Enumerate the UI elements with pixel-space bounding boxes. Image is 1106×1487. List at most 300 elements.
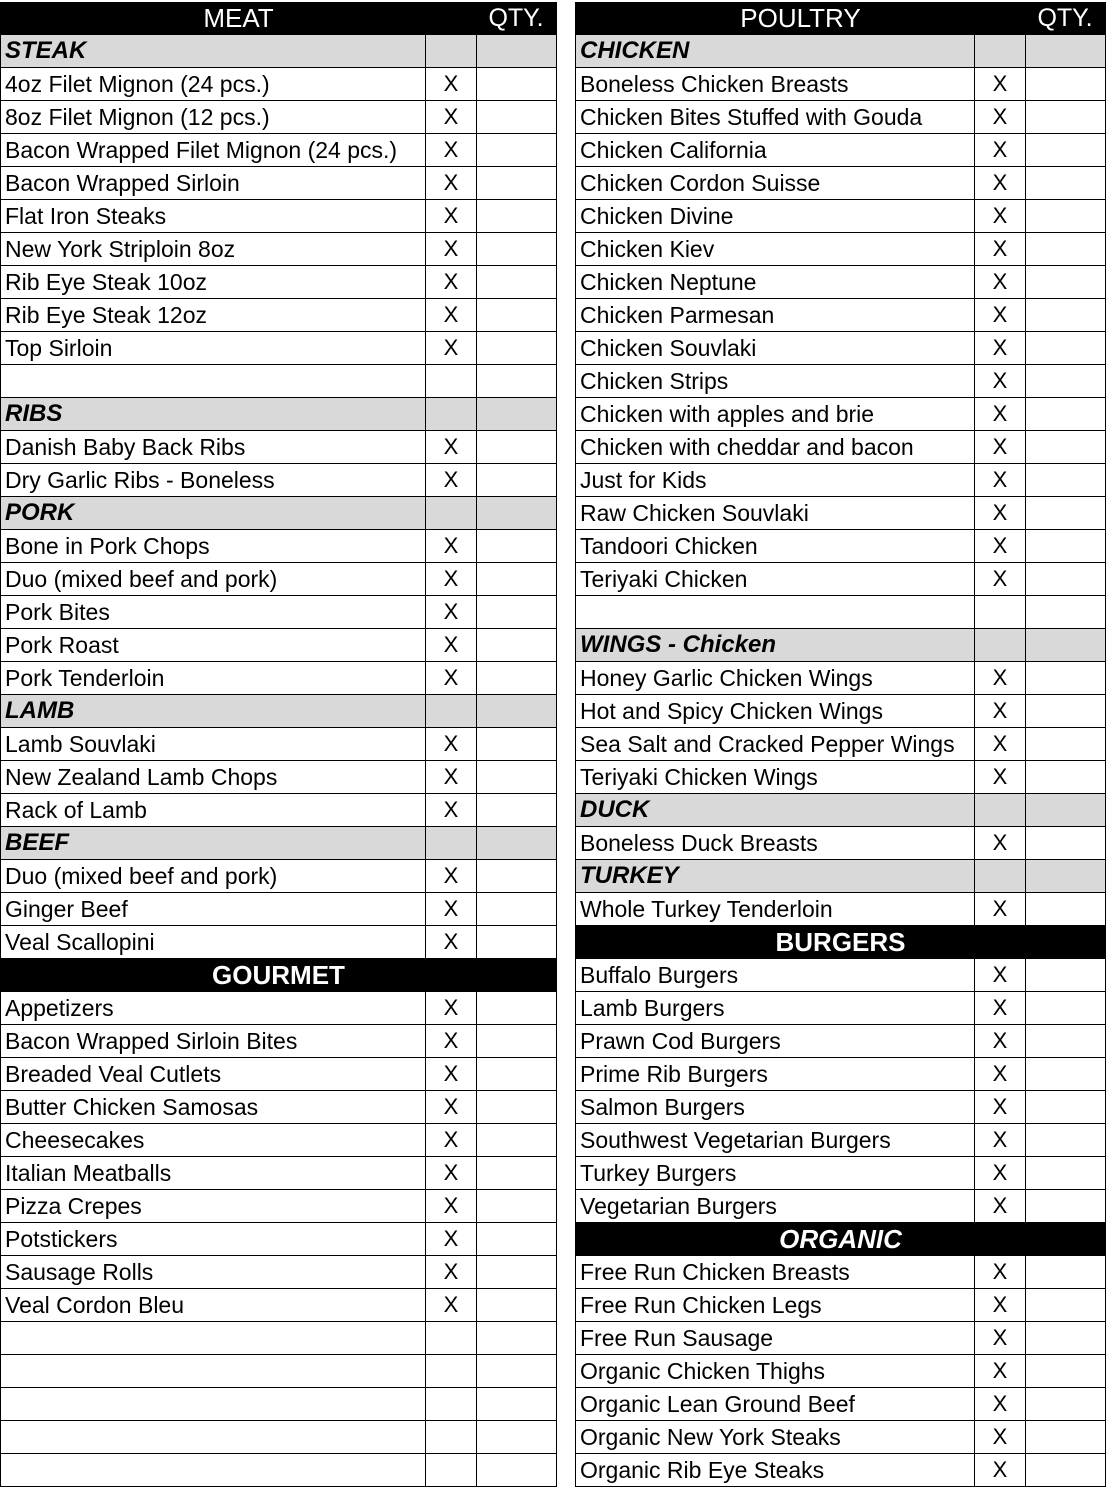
category-row [575,35,1106,68]
available-mark: X [974,1388,1025,1420]
item-name: Organic Chicken Thighs [575,1355,974,1387]
table-row [575,662,1106,695]
item-name: Chicken Divine [575,200,974,232]
qty-cell[interactable] [1025,299,1106,331]
category-label: RIBS [0,398,425,430]
qty-cell[interactable] [476,1421,557,1453]
table-row [0,200,557,233]
poultry-column [575,2,1106,1487]
available-mark: X [974,464,1025,496]
meat-table-body [0,35,557,1487]
qty-cell[interactable] [476,398,557,430]
meat-title: MEAT [0,2,476,34]
item-name: Bone in Pork Chops [0,530,425,562]
qty-cell[interactable] [1025,200,1106,232]
qty-cell[interactable] [1025,497,1106,529]
qty-cell[interactable] [476,464,557,496]
available-mark: X [425,431,476,463]
qty-cell[interactable] [1025,35,1106,67]
available-mark [974,860,1025,892]
table-row [0,860,557,893]
available-mark: X [974,1025,1025,1057]
table-row [0,1025,557,1058]
item-name [0,1322,425,1354]
available-mark: X [425,563,476,595]
qty-cell[interactable] [476,794,557,826]
available-mark: X [974,1058,1025,1090]
item-name: Bacon Wrapped Sirloin Bites [0,1025,425,1057]
table-row [0,233,557,266]
table-row [575,893,1106,926]
table-row [0,134,557,167]
available-mark [425,1421,476,1453]
item-name: Chicken Parmesan [575,299,974,331]
available-mark: X [974,398,1025,430]
qty-cell[interactable] [476,1025,557,1057]
table-row [0,926,557,959]
item-name: Lamb Souvlaki [0,728,425,760]
category-label: CHICKEN [575,35,974,67]
available-mark: X [425,530,476,562]
available-mark: X [974,167,1025,199]
qty-cell[interactable] [1025,134,1106,166]
item-name: Pork Bites [0,596,425,628]
available-mark [974,596,1025,628]
available-mark: X [425,1058,476,1090]
qty-cell[interactable] [1025,1355,1106,1387]
available-mark: X [974,431,1025,463]
table-row [0,1256,557,1289]
table-row [575,761,1106,794]
category-label: PORK [0,497,425,529]
item-name: Breaded Veal Cutlets [0,1058,425,1090]
available-mark: X [974,695,1025,727]
available-mark: X [425,299,476,331]
qty-cell[interactable] [476,68,557,100]
qty-cell[interactable] [1025,1322,1106,1354]
qty-cell[interactable] [476,1190,557,1222]
qty-cell[interactable] [476,926,557,958]
table-row [575,1322,1106,1355]
table-row [575,167,1106,200]
item-name: Veal Scallopini [0,926,425,958]
available-mark: X [974,1157,1025,1189]
item-name: Duo (mixed beef and pork) [0,860,425,892]
available-mark: X [425,134,476,166]
available-mark: X [425,101,476,133]
qty-cell[interactable] [476,266,557,298]
table-row [575,1190,1106,1223]
qty-cell[interactable] [1025,332,1106,364]
item-name: Chicken with apples and brie [575,398,974,430]
qty-cell[interactable] [476,167,557,199]
section-banner-label: ORGANIC [575,1223,1106,1255]
available-mark [425,398,476,430]
item-name: Prime Rib Burgers [575,1058,974,1090]
available-mark: X [425,266,476,298]
category-label: STEAK [0,35,425,67]
item-name: New Zealand Lamb Chops [0,761,425,793]
item-name: Sea Salt and Cracked Pepper Wings [575,728,974,760]
table-row [0,365,557,398]
available-mark: X [974,1454,1025,1486]
qty-cell[interactable] [1025,68,1106,100]
table-row [0,1454,557,1487]
qty-cell[interactable] [476,200,557,232]
category-label: LAMB [0,695,425,727]
qty-cell[interactable] [1025,1421,1106,1453]
category-label: WINGS - Chicken [575,629,974,661]
table-row [575,266,1106,299]
meat-qty-header: QTY. [476,2,557,34]
item-name: Just for Kids [575,464,974,496]
qty-cell[interactable] [1025,860,1106,892]
qty-cell[interactable] [476,1091,557,1123]
item-name: Organic New York Steaks [575,1421,974,1453]
available-mark: X [974,761,1025,793]
qty-cell[interactable] [476,233,557,265]
item-name: Chicken with cheddar and bacon [575,431,974,463]
qty-cell[interactable] [1025,365,1106,397]
item-name: Top Sirloin [0,332,425,364]
qty-cell[interactable] [476,134,557,166]
qty-cell[interactable] [476,299,557,331]
item-name: Whole Turkey Tenderloin [575,893,974,925]
item-name: Potstickers [0,1223,425,1255]
available-mark: X [974,1289,1025,1321]
table-row [575,1025,1106,1058]
table-row [575,728,1106,761]
qty-cell[interactable] [476,860,557,892]
qty-cell[interactable] [1025,893,1106,925]
qty-cell[interactable] [1025,728,1106,760]
table-row [575,1421,1106,1454]
table-row [575,332,1106,365]
available-mark: X [425,596,476,628]
table-row [0,1157,557,1190]
available-mark: X [425,1025,476,1057]
qty-cell[interactable] [476,1256,557,1288]
table-row [575,134,1106,167]
qty-cell[interactable] [476,1289,557,1321]
item-name: Italian Meatballs [0,1157,425,1189]
item-name: Chicken Souvlaki [575,332,974,364]
table-row [575,398,1106,431]
table-row [0,1091,557,1124]
item-name: Chicken Bites Stuffed with Gouda [575,101,974,133]
item-name: Boneless Chicken Breasts [575,68,974,100]
available-mark [425,1355,476,1387]
available-mark: X [974,1124,1025,1156]
available-mark: X [425,728,476,760]
table-row [0,167,557,200]
qty-cell[interactable] [476,563,557,595]
available-mark [425,827,476,859]
table-row [575,563,1106,596]
qty-cell[interactable] [1025,1124,1106,1156]
table-row [575,101,1106,134]
qty-cell[interactable] [476,662,557,694]
category-row [0,398,557,431]
item-name [0,1454,425,1486]
item-name: Duo (mixed beef and pork) [0,563,425,595]
table-row [0,596,557,629]
category-row [575,794,1106,827]
available-mark: X [425,761,476,793]
table-row [0,893,557,926]
category-row [575,629,1106,662]
available-mark [425,1388,476,1420]
qty-cell[interactable] [476,101,557,133]
section-banner [575,1223,1106,1256]
item-name: Chicken Neptune [575,266,974,298]
table-row [575,68,1106,101]
item-name: Veal Cordon Bleu [0,1289,425,1321]
available-mark: X [425,926,476,958]
category-label: TURKEY [575,860,974,892]
qty-cell[interactable] [476,629,557,661]
qty-cell[interactable] [1025,794,1106,826]
item-name: Sausage Rolls [0,1256,425,1288]
item-name: New York Striploin 8oz [0,233,425,265]
qty-cell[interactable] [476,893,557,925]
table-row [0,530,557,563]
meat-header-row [0,2,557,35]
table-row [0,662,557,695]
qty-cell[interactable] [1025,1058,1106,1090]
available-mark: X [974,1091,1025,1123]
available-mark: X [425,860,476,892]
available-mark [974,35,1025,67]
poultry-qty-header: QTY. [1025,2,1106,34]
item-name: Chicken California [575,134,974,166]
category-row [0,695,557,728]
available-mark [974,629,1025,661]
qty-cell[interactable] [476,1058,557,1090]
table-row [575,695,1106,728]
qty-cell[interactable] [1025,1256,1106,1288]
qty-cell[interactable] [1025,431,1106,463]
item-name: Hot and Spicy Chicken Wings [575,695,974,727]
qty-cell[interactable] [476,1454,557,1486]
qty-cell[interactable] [1025,596,1106,628]
item-name: Southwest Vegetarian Burgers [575,1124,974,1156]
category-label: DUCK [575,794,974,826]
qty-cell[interactable] [476,497,557,529]
item-name: Flat Iron Steaks [0,200,425,232]
available-mark: X [425,1157,476,1189]
item-name: Bacon Wrapped Sirloin [0,167,425,199]
table-row [575,530,1106,563]
item-name: Free Run Chicken Breasts [575,1256,974,1288]
qty-cell[interactable] [476,827,557,859]
table-row [575,365,1106,398]
available-mark: X [974,992,1025,1024]
qty-cell[interactable] [1025,992,1106,1024]
table-row [0,1058,557,1091]
qty-cell[interactable] [476,992,557,1024]
table-row [0,1388,557,1421]
item-name: Tandoori Chicken [575,530,974,562]
table-row [575,1388,1106,1421]
item-name: Cheesecakes [0,1124,425,1156]
table-row [575,1355,1106,1388]
available-mark [974,794,1025,826]
available-mark: X [974,728,1025,760]
qty-cell[interactable] [1025,1091,1106,1123]
meat-column [0,2,557,1487]
qty-cell[interactable] [476,1157,557,1189]
table-row [575,1454,1106,1487]
section-banner [575,926,1106,959]
available-mark: X [425,1124,476,1156]
item-name: Free Run Sausage [575,1322,974,1354]
available-mark: X [974,134,1025,166]
category-row [575,860,1106,893]
available-mark: X [425,1190,476,1222]
table-row [575,200,1106,233]
qty-cell[interactable] [476,695,557,727]
qty-cell[interactable] [1025,1190,1106,1222]
available-mark: X [974,101,1025,133]
available-mark: X [974,827,1025,859]
section-banner-label: GOURMET [0,959,557,991]
available-mark: X [974,68,1025,100]
available-mark [425,365,476,397]
item-name: Teriyaki Chicken [575,563,974,595]
available-mark [425,497,476,529]
available-mark: X [974,563,1025,595]
qty-cell[interactable] [1025,1454,1106,1486]
qty-cell[interactable] [1025,101,1106,133]
item-name: Vegetarian Burgers [575,1190,974,1222]
qty-cell[interactable] [1025,233,1106,265]
available-mark: X [974,959,1025,991]
available-mark: X [425,662,476,694]
item-name: Chicken Kiev [575,233,974,265]
qty-cell[interactable] [476,1388,557,1420]
table-row [0,1421,557,1454]
available-mark: X [974,1190,1025,1222]
qty-cell[interactable] [1025,761,1106,793]
item-name: Raw Chicken Souvlaki [575,497,974,529]
qty-cell[interactable] [1025,959,1106,991]
qty-cell[interactable] [476,1355,557,1387]
category-label: BEEF [0,827,425,859]
available-mark: X [425,629,476,661]
qty-cell[interactable] [1025,1388,1106,1420]
qty-cell[interactable] [1025,398,1106,430]
available-mark: X [425,233,476,265]
qty-cell[interactable] [476,365,557,397]
qty-cell[interactable] [1025,563,1106,595]
available-mark: X [425,1091,476,1123]
item-name: Rib Eye Steak 10oz [0,266,425,298]
item-name: Turkey Burgers [575,1157,974,1189]
qty-cell[interactable] [476,761,557,793]
qty-cell[interactable] [1025,1025,1106,1057]
table-row [0,299,557,332]
table-row [0,992,557,1025]
item-name: Appetizers [0,992,425,1024]
available-mark [425,695,476,727]
qty-cell[interactable] [1025,827,1106,859]
table-row [575,497,1106,530]
item-name: Salmon Burgers [575,1091,974,1123]
qty-cell[interactable] [476,1322,557,1354]
qty-cell[interactable] [1025,662,1106,694]
table-row [0,1190,557,1223]
available-mark: X [425,1223,476,1255]
item-name: Prawn Cod Burgers [575,1025,974,1057]
available-mark: X [974,1421,1025,1453]
table-row [575,596,1106,629]
qty-cell[interactable] [1025,530,1106,562]
qty-cell[interactable] [476,1223,557,1255]
item-name: Pizza Crepes [0,1190,425,1222]
table-row [575,1058,1106,1091]
qty-cell[interactable] [476,530,557,562]
available-mark: X [425,464,476,496]
qty-cell[interactable] [476,332,557,364]
category-row [0,35,557,68]
table-row [0,431,557,464]
table-row [0,1322,557,1355]
qty-cell[interactable] [1025,1157,1106,1189]
qty-cell[interactable] [476,1124,557,1156]
item-name [0,1388,425,1420]
category-row [0,827,557,860]
qty-cell[interactable] [1025,464,1106,496]
poultry-title: POULTRY [575,2,1025,34]
item-name: Pork Roast [0,629,425,661]
item-name [0,1421,425,1453]
item-name: 4oz Filet Mignon (24 pcs.) [0,68,425,100]
item-name: Rack of Lamb [0,794,425,826]
table-row [575,1124,1106,1157]
item-name: Teriyaki Chicken Wings [575,761,974,793]
qty-cell[interactable] [476,596,557,628]
qty-cell[interactable] [476,431,557,463]
available-mark: X [974,365,1025,397]
qty-cell[interactable] [1025,266,1106,298]
item-name [0,1355,425,1387]
available-mark: X [974,662,1025,694]
qty-cell[interactable] [1025,167,1106,199]
item-name: Lamb Burgers [575,992,974,1024]
available-mark: X [974,497,1025,529]
table-row [575,992,1106,1025]
available-mark: X [974,200,1025,232]
item-name: Ginger Beef [0,893,425,925]
item-name [0,365,425,397]
item-name: Butter Chicken Samosas [0,1091,425,1123]
table-row [0,761,557,794]
available-mark: X [974,1256,1025,1288]
table-row [0,728,557,761]
qty-cell[interactable] [476,728,557,760]
available-mark: X [974,233,1025,265]
qty-cell[interactable] [476,35,557,67]
available-mark: X [425,68,476,100]
item-name: Honey Garlic Chicken Wings [575,662,974,694]
table-row [0,1124,557,1157]
item-name: Bacon Wrapped Filet Mignon (24 pcs.) [0,134,425,166]
qty-cell[interactable] [1025,629,1106,661]
item-name: Organic Lean Ground Beef [575,1388,974,1420]
qty-cell[interactable] [1025,695,1106,727]
qty-cell[interactable] [1025,1289,1106,1321]
